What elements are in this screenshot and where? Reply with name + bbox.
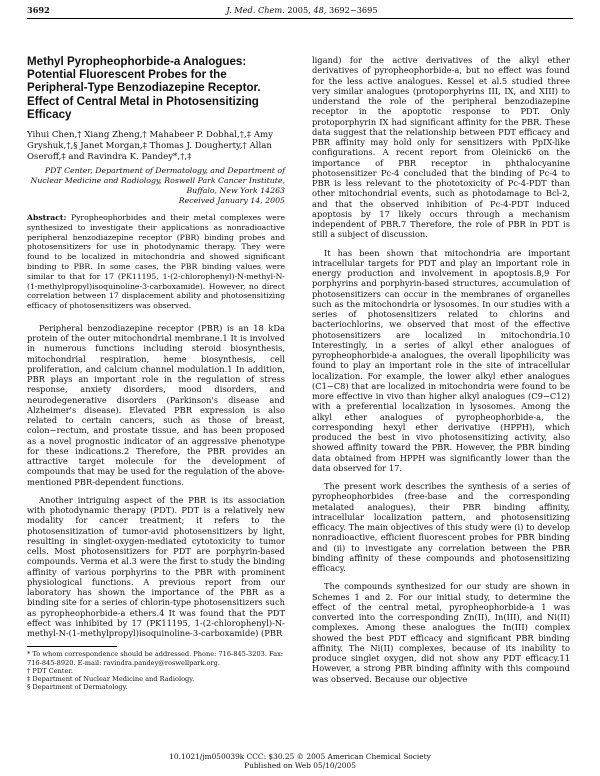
received-date: Received January 14, 2005	[178, 196, 285, 206]
article-title: Methyl Pyropheophorbide-a Analogues: Potential Fluorescent Probes for the Peripheral-Type Benzodiazepine Receptor. Effect of Central Metal in Photosensitizing Efficacy	[27, 55, 261, 121]
header-rule	[27, 18, 573, 19]
journal-volume: 48,	[313, 5, 327, 15]
footnote-correspondence: * To whom correspondence should be addressed. Phone: 716-845-3203. Fax: 716-845-8920. E-mail: ravindra.pandey@roswellpark.org.	[27, 650, 284, 667]
footnote-pdt: † PDT Center.	[27, 666, 73, 675]
footnote-dermatology: § Department of Dermatology.	[27, 683, 128, 692]
body-paragraph: The compounds synthesized for our study are shown in Schemes 1 and 2. For our initial study, to determine the effect of the central metal, pyropheophorbide-a 1 was converted into the corresponding Zn(II), In(III), and Ni(II) complexes. Among these analogues the In(III) complex showed the best PDT efficacy and significant PBR binding affinity. The Ni(II) complexes, because of its inability to produce singlet oxygen, did not show any PDT efficacy.11 However, a strong PBR binding affinity with this compound was observed. Because our objective	[312, 581, 570, 684]
body-paragraph: Another intriguing aspect of the PBR is its association with photodynamic therapy (PDT). PDT is a relatively new modality for cancer treatment; it refers to the photosensitization of tumor-avid photosensitizers by light, resulting in singlet-oxygen-mediated cytotoxicity to tumor cells. Most photosensitizers for PDT are porphyrin-based compounds. Verma et al.3 were the first to study the binding affinity of various porphyrins to the PBR with prominent physiological functions. A previous report from our laboratory has shown the importance of the PBR as a binding site for a series of chlorin-type photosensitizers such as pyropheophorbide-a ethers.4 It was found that the PDT effect was inhibited by 17 (PK11195, 1-(2-chlorophenyl)-N-methyl-N-(1-methylpropyl)isoquinoline-3-carboxamide) (PBR	[27, 494, 285, 639]
body-paragraph: It has been shown that mitochondria are important intracellular targets for PDT and play an important role in energy production and involvement in apoptosis.8,9 For porphyrins and porphyrin-based structures, accumulation of photosensitizers can occur in the membranes of organelles such as the mitochondria or lysosomes. In our studies with a series of photosensitizers related to chlorins and bacteriochlorins, we observed that most of the effective photosensitizers are localized in mitochondria.10 Interestingly, in a series of alkyl ether analogues of pyropheophorbide-a analogues, the overall lipophilicity was found to play an important role in the site of intracellular localization. For example, the lower alkyl ether analogues (C1−C8) that are localized in mitochondria were found to be more effective in vivo than higher alkyl analogues (C9−C12) with a preferential localization in lysosomes. Among the alkyl ether analogues of pyropheophorbide-a, the corresponding hexyl ether derivative (HPPH), which produced the best in vivo photosensitizing activity, also showed affinity toward the PBR. However, the PBR binding data obtained from HPPH was significantly lower than the data observed for 17.	[312, 247, 570, 473]
journal-pages: 3692−3695	[329, 5, 378, 15]
abstract-label: Abstract:	[27, 213, 67, 223]
journal-year: 2005,	[287, 5, 311, 15]
page-footer	[27, 752, 573, 770]
footnote-rule	[27, 646, 117, 647]
abstract	[27, 213, 285, 311]
author-list: Yihui Chen,† Xiang Zheng,† Mahabeer P. Dobhal,†,‡ Amy Gryshuk,†,§ Janet Morgan,‡ Thomas J. Dougherty,† Allan Oseroff,‡ and Ravindra K. Pandey*,†,‡	[27, 130, 274, 163]
body-paragraph: The present work describes the synthesis of a series of pyropheophorbides (free-base and the corresponding metalated analogues), their PBR binding affinity, intracellular localization pattern, and photosensitizing efficacy. The main objectives of this study were (i) to develop nonradioactive, efficient fluorescent probes for PBR binding and (ii) to investigate any correlation between the PBR binding affinity of these compounds and photosensitizing efficacy.	[312, 481, 570, 573]
body-paragraph: Peripheral benzodiazepine receptor (PBR) is an 18 kDa protein of the outer mitochondrial membrane.1 It is involved in numerous functions including steroid biosynthesis, mitochondrial respiration, heme biosynthesis, cell proliferation, and calcium channel modulation.1 In addition, PBR plays an important role in the regulation of stress response, anxiety disorders, mood disorders, and neurodegenerative disorders (Parkinson's disease and Alzheimer's disease). Elevated PBR expression is also related to certain cancers, such as those of breast, colon−rectum, and prostate tissue, and has been proposed as a novel prognostic indicator of an aggressive phenotype for these indications.2 Therefore, the PBR provides an attractive target molecule for the development of compounds that may be used for the regulation of the above-mentioned PBR-dependent functions.	[27, 322, 285, 487]
right-column	[312, 55, 570, 692]
affiliation: PDT Center, Department of Dermatology, and Department of Nuclear Medicine and Radiology, Roswell Park Cancer Institute, Buffalo, New York 14263	[30, 166, 285, 196]
body-paragraph: ligand) for the active derivatives of the alkyl ether derivatives of pyropheophorbide-a, but no effect was found for the less active analogues. Kessel et al.5 studied three very similar analogues (protoporphyrins III, IX, and XIII) to understand the role of the peripheral benzodiazepine receptor in the apoptotic response to PDT. Only protoporphyrin IX had significant affinity for the PBR. These data suggest that the relationship between PDT efficacy and PBR affinity may hold only for sensitizers with PpIX-like configurations. A recent report from Oleinick6 on the importance of PBR receptor in phthalocyanine photosensitizer Pc-4 concluded that the binding of Pc-4 to PBR is less relevant to the phototoxicity of Pc-4-PDT than other mitochondrial events, such as photodamage to Bcl-2, and that the observed inhibition of Pc-4-PDT induced apoptosis by 17 likely occurs through a mechanism independent of PBR.7 Therefore, the role of PBR in PDT is still a subject of discussion.	[312, 55, 570, 240]
footnotes	[27, 650, 285, 691]
abstract-text: Pyropheophorbides and their metal complexes were synthesized to investigate their applications as nonradioactive peripheral benzodiazepine receptor (PBR) binding probes and photosensitizers for use in photodynamic therapy. They were found to be localized in mitochondria and showed significant binding to PBR. In some cases, the PBR binding values were similar to that for 17 (PK11195, 1-(2-chlorophenyl)-N-methyl-N-(1-methylpropyl)isoquinoline-3-carboxamide). However, no direct correlation between 17 displacement ability and photosensitizing efficacy of photosensitizers was observed.	[27, 213, 285, 311]
published-line: Published on Web 05/10/2005	[244, 761, 356, 770]
footnote-nuclear: ‡ Department of Nuclear Medicine and Radiology.	[27, 675, 195, 684]
journal-name: J. Med. Chem.	[226, 5, 285, 15]
doi-line: 10.1021/jm050039k CCC: $30.25 © 2005 American Chemical Society	[169, 752, 431, 761]
page-number: 3692	[27, 5, 50, 15]
journal-citation	[177, 5, 427, 15]
left-column	[27, 55, 285, 692]
running-header	[27, 5, 573, 19]
